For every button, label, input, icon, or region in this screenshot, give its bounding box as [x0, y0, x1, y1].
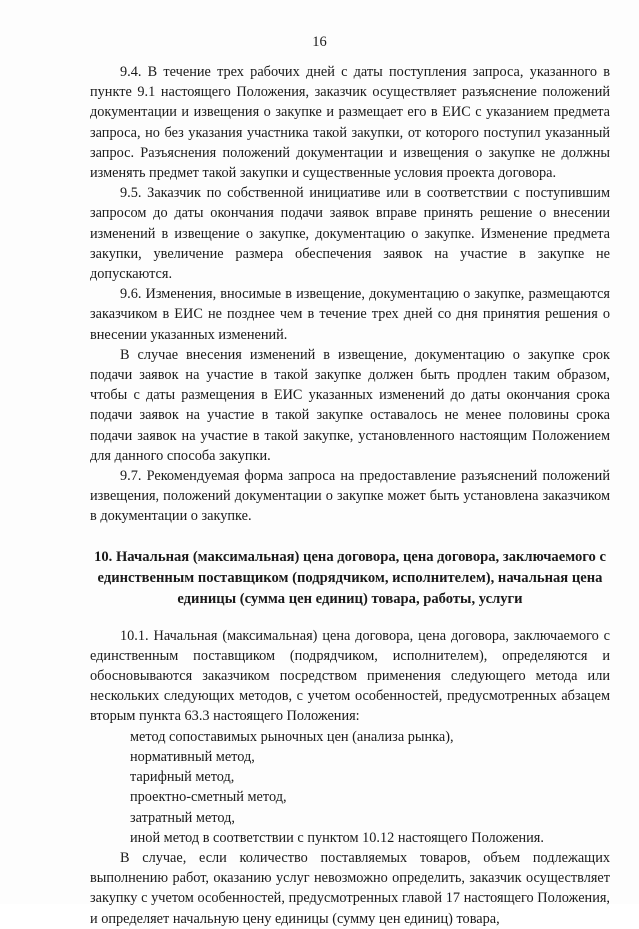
list-item: затратный метод,	[130, 809, 235, 826]
paragraph-10-1-continued: В случае, если количество поставляемых товаров, объем подлежащих выполнению работ, оказанию услуг невозможно определить, заказчик осуществляет закупку с учетом особенностей, предусмотренных главой 17 настоящего Положения, и определяет начальную цену единицы (сумму цен единиц) товара,	[90, 849, 610, 927]
paragraph-9-4: 9.4. В течение трех рабочих дней с даты поступления запроса, указанного в пункте 9.1 настоящего Положения, заказчик осуществляет разъяснение положений документации и извещения о закупке и размещает его в ЕИС с указанием предмета запроса, но без указания участника такой закупки, от которого поступил указанный запрос. Разъяснения положений документации и извещения о закупке не должны изменять предмет такой закупки и существенные условия проекта договора.	[90, 64, 610, 182]
methods-list	[90, 727, 610, 848]
paragraph-9-7: 9.7. Рекомендуемая форма запроса на предоставление разъяснений положений извещения, положений документации о закупке может быть установлена заказчиком в документации о закупке.	[90, 468, 610, 525]
paragraph-9-5: 9.5. Заказчик по собственной инициативе или в соответствии с поступившим запросом до даты окончания подачи заявок вправе принять решение о внесении изменений в извещение о закупке, документацию о закупке. Изменение предмета закупки, увеличение размера обеспечения заявок на участие в закупке не допускаются.	[90, 185, 610, 283]
list-item: метод сопоставимых рыночных цен (анализа рынка),	[130, 728, 454, 745]
section-10-heading: 10. Начальная (максимальная) цена договора, цена договора, заключаемого с единственным поставщиком (подрядчиком, исполнителем), начальная цена единицы (сумма цен единиц) товара, работы, услуги	[94, 548, 606, 607]
page-number: 16	[312, 34, 327, 50]
document-body	[90, 62, 610, 929]
list-item: проектно-сметный метод,	[130, 789, 287, 806]
paragraph-10-1: 10.1. Начальная (максимальная) цена договора, цена договора, заключаемого с единственным поставщиком (подрядчиком, исполнителем), определяются и обосновываются заказчиком посредством применения следующего метода или нескольких следующих методов, с учетом особенностей, предусмотренных абзацем вторым пункта 63.3 настоящего Положения:	[90, 627, 610, 725]
list-item: нормативный метод,	[130, 748, 255, 765]
list-item: тарифный метод,	[130, 769, 235, 786]
paragraph-9-6: 9.6. Изменения, вносимые в извещение, документацию о закупке, размещаются заказчиком в ЕИС не позднее чем в течение трех дней со дня принятия решения о внесении указанных изменений.	[90, 286, 610, 343]
paragraph-9-6-continued: В случае внесения изменений в извещение, документацию о закупке срок подачи заявок на участие в такой закупке должен быть продлен таким образом, чтобы с даты размещения в ЕИС указанных изменений до даты окончания срока подачи заявок на участие в такой закупке оставалось не менее половины срока подачи заявок на участие в такой закупке, установленного настоящим Положением для данного способа закупки.	[90, 346, 610, 464]
list-item: иной метод в соответствии с пунктом 10.12 настоящего Положения.	[130, 829, 544, 846]
